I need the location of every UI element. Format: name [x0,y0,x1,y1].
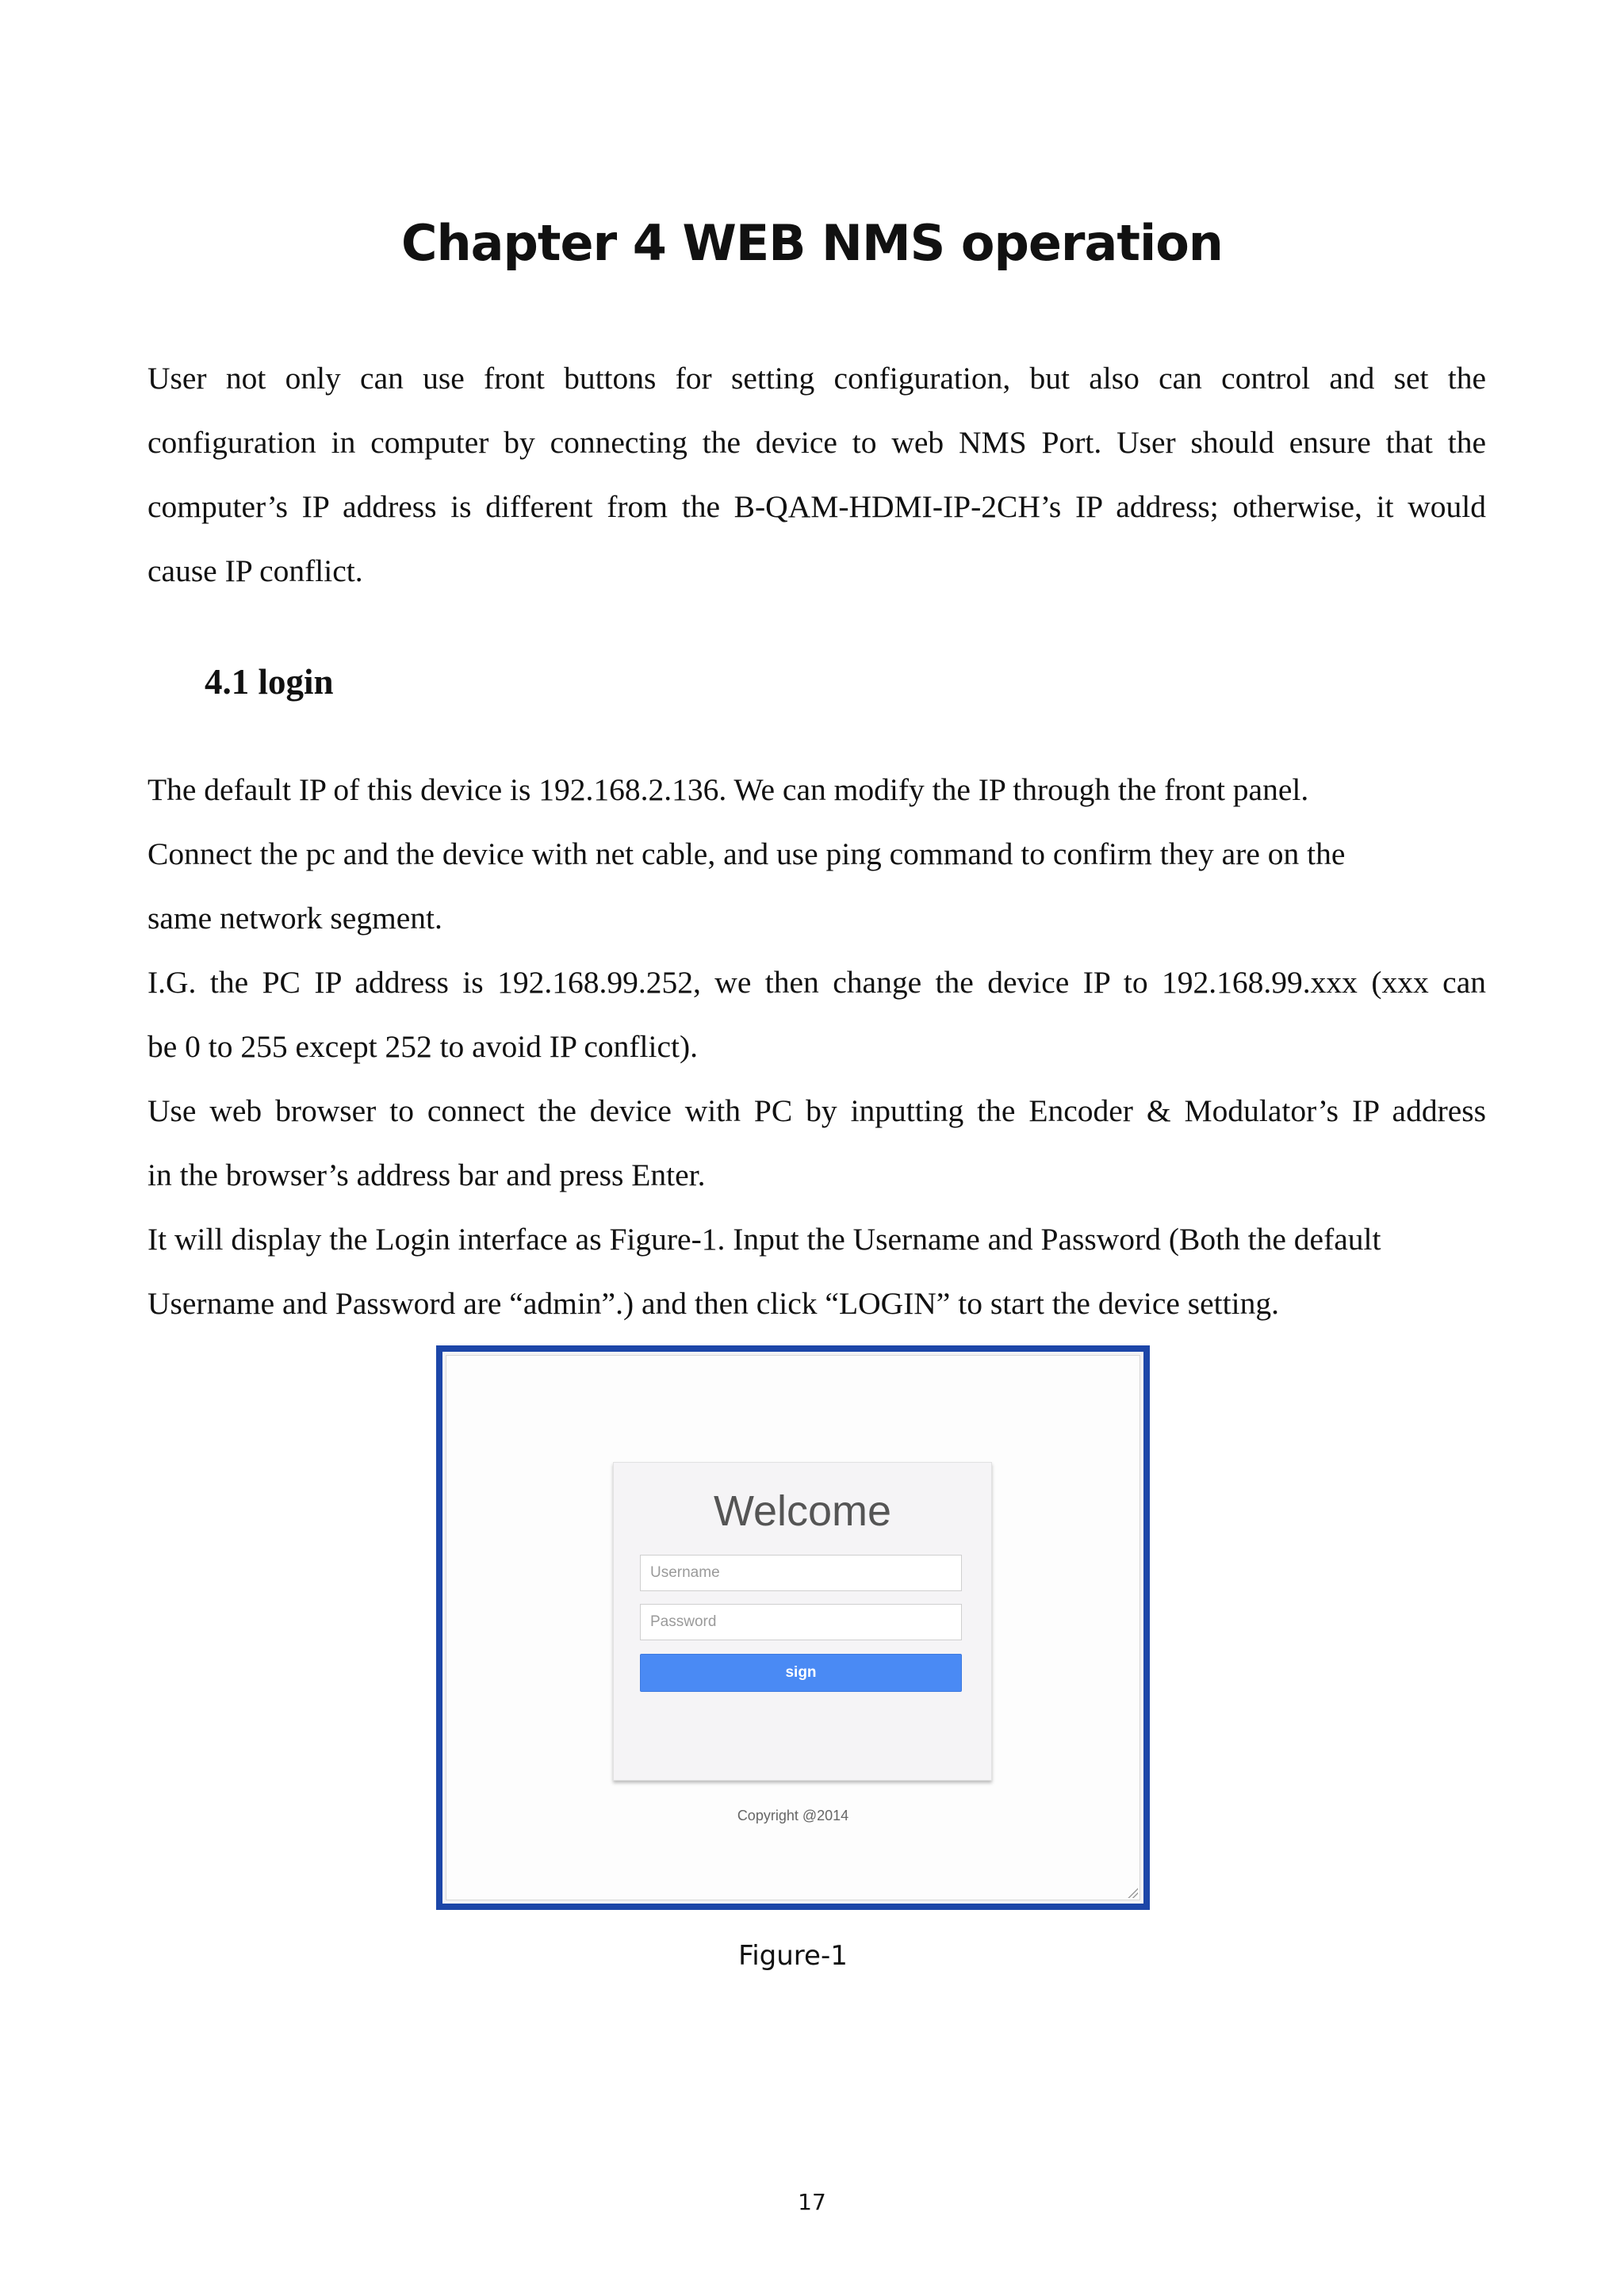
body-line: Connect the pc and the device with net cable, and use ping command to confirm they are on the [147,836,1346,871]
body-line: It will display the Login interface as Figure-1. Input the Username and Password (Both the default [147,1222,1381,1257]
body-line: in the browser’s address bar and press Enter. [147,1158,706,1192]
page-number: 17 [798,2189,826,2215]
login-screenshot-figure [436,1345,1150,1910]
browser-viewport [446,1355,1140,1900]
username-input[interactable] [640,1555,962,1591]
section-heading: 4.1 login [205,662,334,702]
body-line: Username and Password are “admin”.) and then click “LOGIN” to start the device setting. [147,1286,1279,1321]
body-line: be 0 to 255 except 252 to avoid IP conflict). [147,1029,699,1064]
body-paragraph [147,758,1486,1336]
intro-paragraph [147,346,1486,603]
figure-caption: Figure-1 [738,1940,848,1972]
welcome-heading: Welcome [713,1487,892,1535]
body-line: same network segment. [147,901,442,936]
intro-line: User not only can use front buttons for setting configuration, but also can control and set the [147,361,1486,396]
body-line: The default IP of this device is 192.168.2.136. We can modify the IP through the front panel. [147,772,1309,807]
resize-grip-icon [1127,1887,1138,1898]
intro-line: computer’s IP address is different from the B-QAM-HDMI-IP-2CH’s IP address; otherwise, it would [147,489,1486,524]
sign-button[interactable]: sign [640,1654,962,1692]
body-line: Use web browser to connect the device with PC by inputting the Encoder & Modulator’s IP address [147,1093,1486,1128]
intro-line: configuration in computer by connecting the device to web NMS Port. User should ensure that the [147,425,1486,460]
body-line: I.G. the PC IP address is 192.168.99.252, we then change the device IP to 192.168.99.xxx (xxx can [147,965,1486,1000]
login-card [613,1462,992,1781]
password-input[interactable] [640,1604,962,1640]
intro-line: cause IP conflict. [147,553,363,588]
copyright-text: Copyright @2014 [737,1808,849,1823]
chapter-title: Chapter 4 WEB NMS operation [401,214,1223,272]
